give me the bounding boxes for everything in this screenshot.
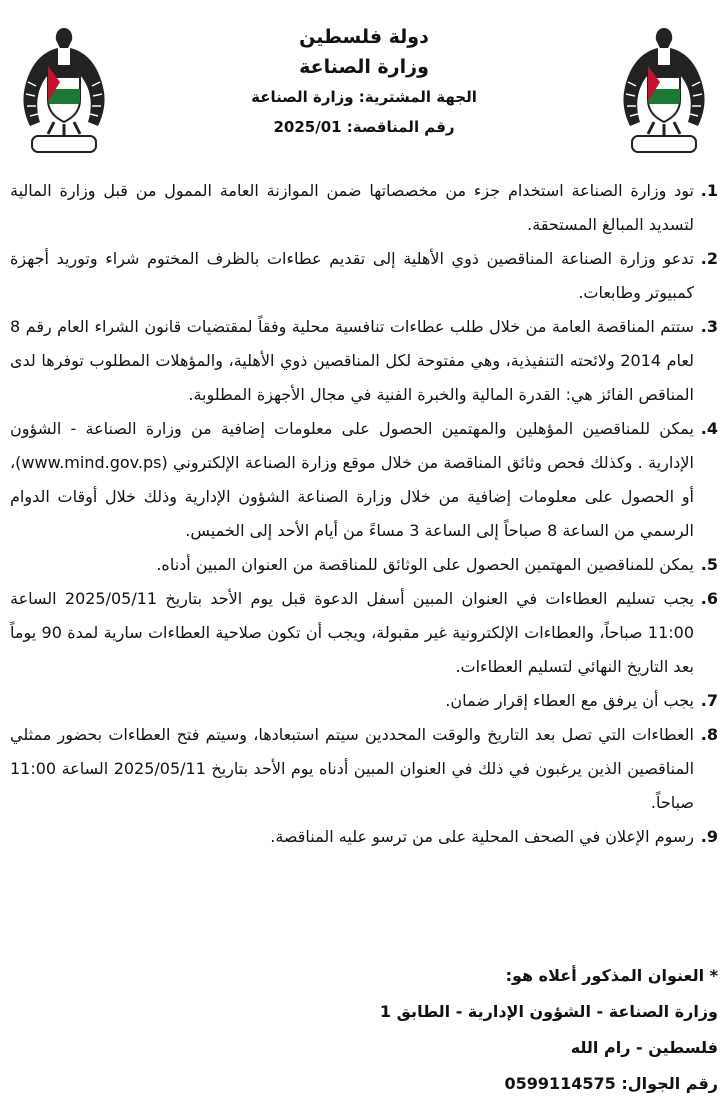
address-heading: * العنوان المذكور أعلاه هو: bbox=[505, 966, 718, 985]
list-item bbox=[10, 310, 718, 412]
list-item bbox=[10, 412, 718, 548]
purchaser-line: الجهة المشترية: وزارة الصناعة bbox=[251, 88, 477, 106]
item-number: 6. bbox=[700, 589, 718, 608]
address-block bbox=[10, 958, 718, 1102]
list-item bbox=[10, 582, 718, 684]
list-item bbox=[10, 684, 718, 718]
announcement-items bbox=[10, 174, 718, 854]
item-text: يجب تسليم العطاءات في العنوان المبين أسفل الدعوة قبل يوم الأحد بتاريخ 2025/05/11 الساعة 11:00 صباحاً، والعطاءات الإلكترونية غير مقبولة، ويجب أن تكون صلاحية العطاءات سارية لمدة 90 يوماً بعد التاريخ النهائي لتسليم العطاءات. bbox=[10, 589, 695, 676]
item-text: يجب أن يرفق مع العطاء إقرار ضمان. bbox=[445, 691, 694, 710]
item-number: 4. bbox=[700, 419, 718, 438]
item-number: 8. bbox=[700, 725, 718, 744]
city-line: فلسطين - رام الله bbox=[570, 1038, 718, 1057]
item-text: يمكن للمناقصين المؤهلين والمهتمين الحصول على معلومات إضافية من وزارة الصناعة - الشؤون الإدارية . وكذلك فحص وثائق المناقصة من خلال موقع وزارة الصناعة الإلكتروني (www.mind.gov.ps)، أو الحصول على معلومات إضافية من خلال وزارة الصناعة الشؤون الإدارية وذلك خلال أوقات الدوام الرسمي من الساعة 8 صباحاً إلى الساعة 3 مساءً من أيام الأحد إلى الخميس. bbox=[10, 419, 694, 540]
list-item bbox=[10, 820, 718, 854]
item-number: 9. bbox=[700, 827, 718, 846]
phone-line bbox=[10, 1066, 718, 1102]
item-number: 5. bbox=[700, 555, 718, 574]
item-text: العطاءات التي تصل بعد التاريخ والوقت المحددين سيتم استبعادها، وسيتم فتح العطاءات بحضور ممثلي المناقصين الذين يرغبون في ذلك في العنوان المبين أدناه يوم الأحد بتاريخ 2025/05/11 الساعة 11:00 صباحاً. bbox=[10, 725, 695, 812]
item-number: 1. bbox=[700, 181, 718, 200]
list-item bbox=[10, 242, 718, 310]
state-title: دولة فلسطين bbox=[299, 26, 429, 48]
item-text: ستتم المناقصة العامة من خلال طلب عطاءات تنافسية محلية وفقاً لمقتضيات قانون الشراء العام رقم 8 لعام 2014 ولائحته التنفيذية، وهي مفتوحة لكل المناقصين ذوي الأهلية، والمؤهلات المطلوب توفرها لدى المناقص الفائز هي: القدرة المالية والخبرة الفنية في مجال الأجهزة المطلوبة. bbox=[10, 317, 695, 404]
list-item bbox=[10, 718, 718, 820]
palestine-emblem-icon bbox=[618, 22, 710, 162]
item-text: تدعو وزارة الصناعة المناقصين ذوي الأهلية إلى تقديم عطاءات بالظرف المختوم شراء وتوريد أجهزة كمبيوتر وطابعات. bbox=[10, 249, 694, 302]
palestine-emblem-icon bbox=[18, 22, 110, 162]
item-text: تود وزارة الصناعة استخدام جزء من مخصصاتها ضمن الموازنة العامة الممول من قبل وزارة المالية لتسديد المبالغ المستحقة. bbox=[10, 181, 694, 234]
header-titles bbox=[130, 22, 598, 142]
header bbox=[0, 0, 728, 172]
tender-number: رقم المناقصة: 2025/01 bbox=[273, 118, 455, 136]
item-text: رسوم الإعلان في الصحف المحلية على من ترسو عليه المناقصة. bbox=[270, 827, 694, 846]
phone-number: 0599114575 bbox=[504, 1074, 616, 1093]
item-number: 3. bbox=[700, 317, 718, 336]
list-item bbox=[10, 548, 718, 582]
item-text: يمكن للمناقصين المهتمين الحصول على الوثائق للمناقصة من العنوان المبين أدناه. bbox=[156, 555, 694, 574]
phone-label: رقم الجوال: bbox=[621, 1074, 718, 1093]
list-item bbox=[10, 174, 718, 242]
address-line: وزارة الصناعة - الشؤون الإدارية - الطابق 1 bbox=[379, 1002, 718, 1021]
ministry-title: وزارة الصناعة bbox=[299, 56, 429, 78]
item-number: 2. bbox=[700, 249, 718, 268]
item-number: 7. bbox=[700, 691, 718, 710]
